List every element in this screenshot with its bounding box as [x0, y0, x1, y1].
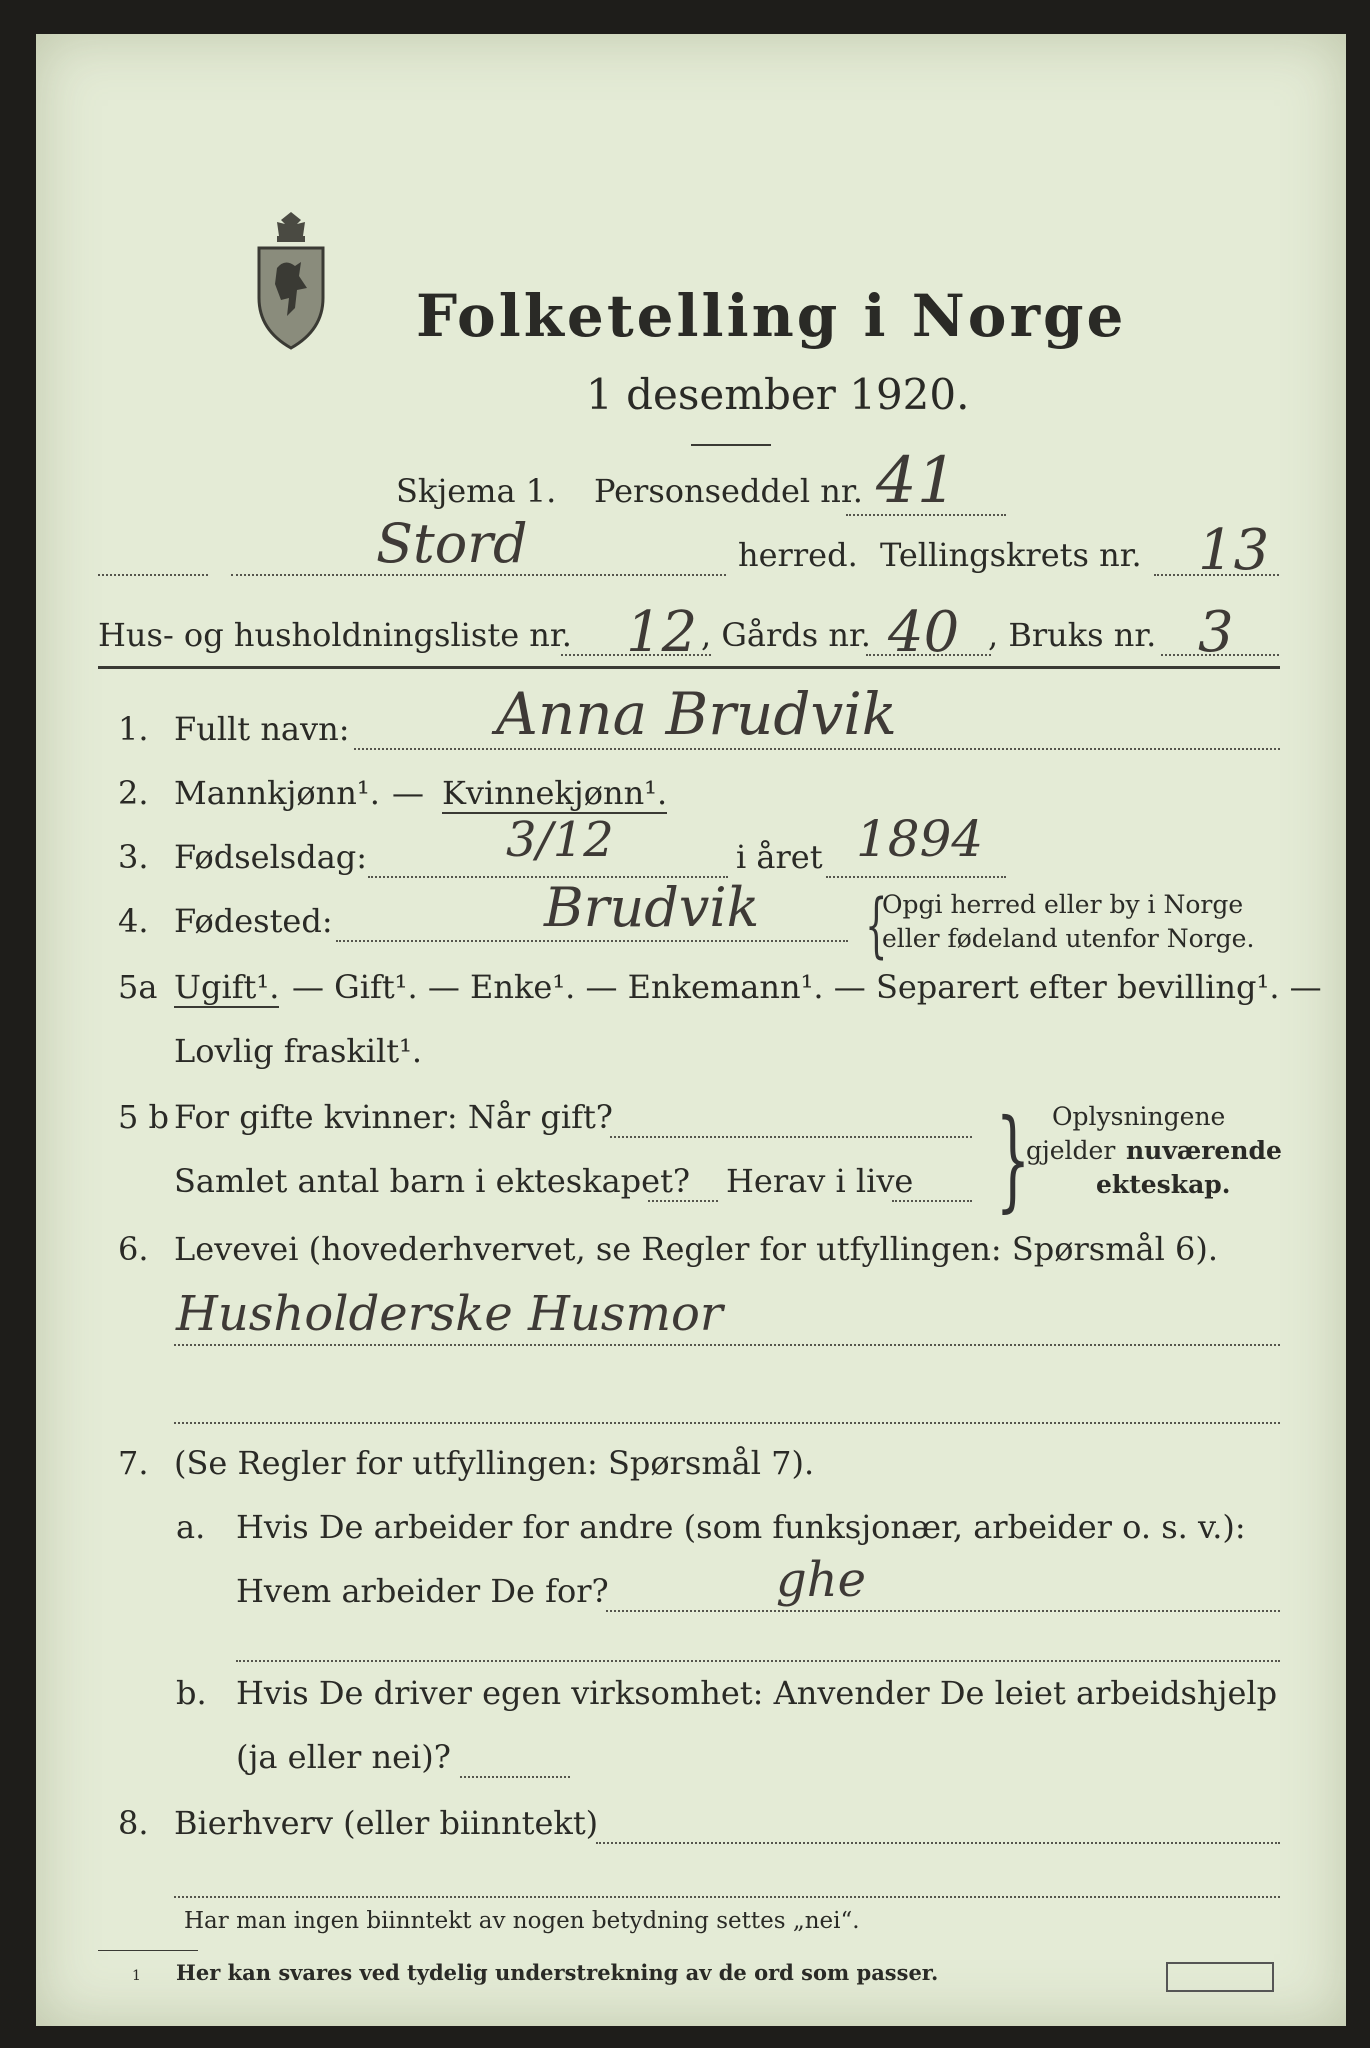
- q8-number: 8.: [118, 1804, 149, 1842]
- personseddel-value: 41: [876, 444, 958, 518]
- herred-value: Stord: [376, 512, 528, 575]
- personseddel-label: Personseddel nr.: [594, 472, 863, 510]
- q7a-question: Hvis De arbeider for andre (som funksjonær, arbeider o. s. v.):: [236, 1508, 1246, 1546]
- q5b-note-1: Oplysningene: [1052, 1102, 1226, 1131]
- q4-label: Fødested:: [174, 902, 333, 940]
- printer-stamp: [1166, 1962, 1274, 1992]
- q2-separator: —: [392, 774, 424, 812]
- bruks-value: 3: [1198, 600, 1234, 665]
- coat-of-arms-icon: [251, 212, 331, 352]
- q3-label: Fødselsdag:: [174, 838, 368, 876]
- q5b-number: 5 b: [118, 1098, 170, 1136]
- footnote-text: Her kan svares ved tydelig understrekning av de ord som passer.: [176, 1960, 939, 1985]
- q5b-children-living: Herav i live: [726, 1162, 914, 1200]
- q5b-note-2a: gjelder: [1026, 1136, 1116, 1165]
- employer-value: ghe: [776, 1552, 867, 1608]
- q7-label: (Se Regler for utfyllingen: Spørsmål 7).: [174, 1444, 815, 1482]
- q5a-number: 5a: [118, 968, 158, 1006]
- q7b-question: Hvis De driver egen virksomhet: Anvender De leiet arbeidshjelp: [236, 1674, 1278, 1712]
- birth-year-label: i året: [736, 838, 823, 876]
- q1-label: Fullt navn:: [174, 710, 350, 748]
- marital-status-options: — Gift¹. — Enke¹. — Enkemann¹. — Separert efter bevilling¹. —: [292, 968, 1322, 1006]
- birth-year-value: 1894: [856, 810, 984, 868]
- q5b-children-count: Samlet antal barn i ekteskapet?: [174, 1162, 691, 1200]
- birthplace-note-2: eller fødeland utenfor Norge.: [882, 924, 1255, 953]
- occupation-value: Husholderske Husmor: [176, 1286, 723, 1342]
- gards-value: 40: [888, 600, 960, 665]
- birthplace-note-1: Opgi herred eller by i Norge: [882, 890, 1244, 919]
- q7-number: 7.: [118, 1444, 149, 1482]
- gender-female-option-underlined: Kvinnekjønn¹.: [442, 774, 668, 812]
- q5b-note-2b: nuværende: [1126, 1136, 1282, 1165]
- birth-date-value: 3/12: [506, 812, 614, 868]
- birthplace-value: Brudvik: [544, 876, 760, 939]
- q7b-letter: b.: [176, 1674, 207, 1712]
- q2-number: 2.: [118, 774, 149, 812]
- tellingskrets-label: Tellingskrets nr.: [880, 536, 1142, 574]
- q8-label: Bierhverv (eller biinntekt): [174, 1804, 599, 1842]
- full-name-value: Anna Brudvik: [496, 680, 897, 748]
- q6-number: 6.: [118, 1230, 149, 1268]
- q7a-letter: a.: [176, 1508, 206, 1546]
- hus-label: Hus- og husholdningsliste nr.: [98, 616, 572, 654]
- status-unmarried-underlined: Ugift¹.: [174, 968, 280, 1006]
- q7b-hired-help-label: (ja eller nei)?: [236, 1738, 451, 1776]
- bruks-label: , Bruks nr.: [988, 616, 1157, 654]
- q5b-when-married: For gifte kvinner: Når gift?: [174, 1098, 613, 1136]
- q5b-note-3: ekteskap.: [1096, 1170, 1231, 1199]
- q1-number: 1.: [118, 710, 149, 748]
- q7a-employer-label: Hvem arbeider De for?: [236, 1572, 609, 1610]
- header-rule: [98, 666, 1280, 669]
- herred-label: herred.: [738, 536, 858, 574]
- schema-label: Skjema 1.: [396, 472, 557, 510]
- q4-number: 4.: [118, 902, 149, 940]
- q3-number: 3.: [118, 838, 149, 876]
- footer-note: Har man ingen biinntekt av nogen betydning settes „nei“.: [184, 1908, 860, 1934]
- gards-label: , Gårds nr.: [701, 616, 871, 654]
- status-divorced-option: Lovlig fraskilt¹.: [174, 1032, 423, 1070]
- census-date: 1 desember 1920.: [586, 370, 970, 419]
- hus-value: 12: [626, 600, 698, 665]
- gender-male-option: Mannkjønn¹.: [174, 774, 380, 812]
- title-divider: [691, 444, 771, 446]
- tellingskrets-value: 13: [1198, 518, 1270, 583]
- footnote-mark: 1: [132, 1968, 141, 1984]
- census-form-sheet: Folketelling i Norge 1 desember 1920. Skjema 1. Personseddel nr. 41 Stord herred. Tellingskrets nr. 13 Hus- og husholdningsliste nr. 12 , Gårds nr. 40 , Bruks nr. 3 1. Fullt navn: Anna Brudvik 2. Mannkjønn¹. — Kvinnekjønn¹. 3. Fødselsdag: 3/12 i året 1894 4. Fødested: Brudvik { Opgi herred eller by i Norge eller fødeland utenfor Norge. 5a Ugift¹. — Gift¹. — Enke¹. — Enkemann¹. — Separert efter bevilling¹. — Lovlig fraskilt¹. 5 b For gifte kvinner: Når gift? Samlet antal barn i ekteskapet? Herav i live } Oplysningene gjelder nuværende ekteskap. 6. Levevei (hovederhvervet, se Regler for utfyllingen: Spørsmål 6). Husholderske Husmor 7. (Se Regler for utfyllingen: Spørsmål 7). a. Hvis De arbeider for andre (som funksjonær, arbeider o. s. v.): Hvem arbeider De for? ghe b. Hvis De driver egen virksomhet: Anvender De leiet arbeidshjelp (ja eller nei)? 8. Bierhverv (eller biinntekt) Har man ingen biinntekt av nogen betydning settes „nei“. 1 Her kan svares ved tydelig understrekning av de ord som passer.: [36, 34, 1346, 2026]
- form-title: Folketelling i Norge: [416, 282, 1127, 350]
- q6-label: Levevei (hovederhvervet, se Regler for utfyllingen: Spørsmål 6).: [174, 1230, 1219, 1268]
